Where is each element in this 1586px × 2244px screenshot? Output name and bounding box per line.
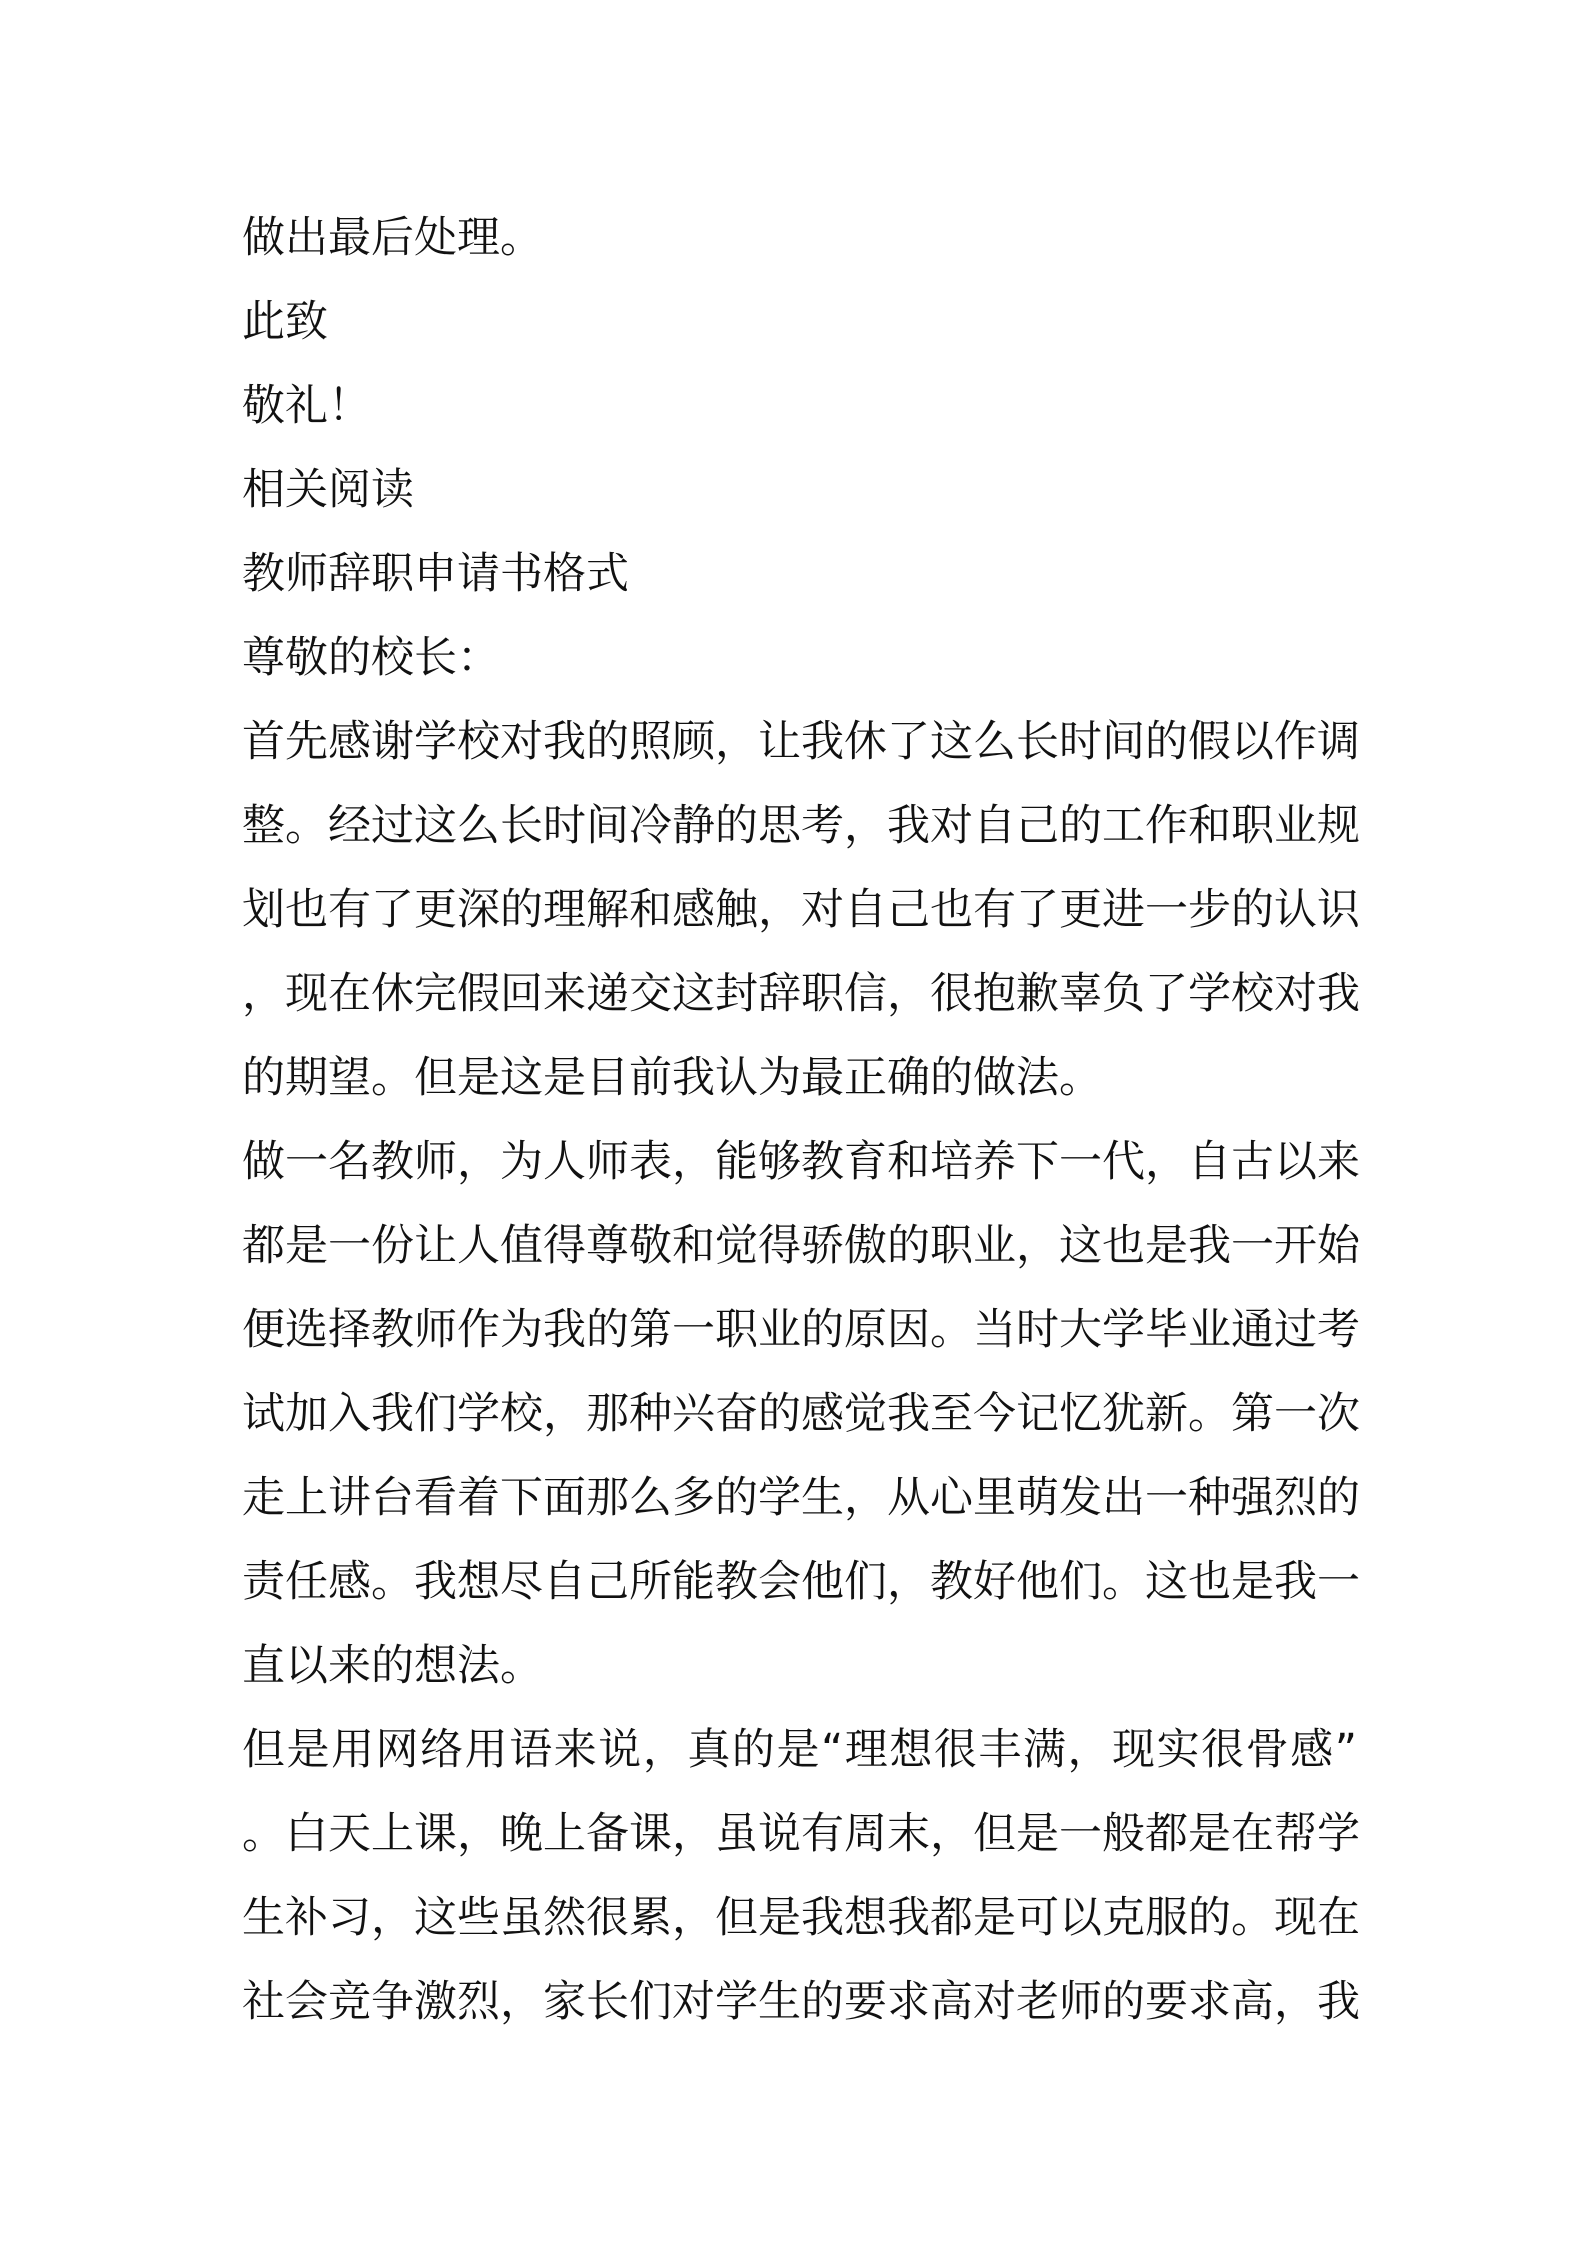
paragraph-line: 整。经过这么长时间冷静的思考，我对自己的工作和职业规	[242, 801, 1360, 851]
paragraph-line: 走上讲台看着下面那么多的学生，从心里萌发出一种强烈的	[242, 1473, 1360, 1523]
paragraph-line: 都是一份让人值得尊敬和觉得骄傲的职业，这也是我一开始	[242, 1221, 1360, 1271]
closing-line: 做出最后处理。	[242, 213, 543, 263]
document-body	[242, 196, 1360, 2044]
paragraph-line: 做一名教师，为人师表，能够教育和培养下一代，自古以来	[242, 1137, 1360, 1187]
paragraph-line: 责任感。我想尽自己所能教会他们，教好他们。这也是我一	[242, 1557, 1360, 1607]
paragraph-line: 的期望。但是这是目前我认为最正确的做法。	[242, 1053, 1102, 1103]
paragraph-line: 直以来的想法。	[242, 1641, 543, 1691]
paragraph-line: 。白天上课，晚上备课，虽说有周末，但是一般都是在帮学	[242, 1809, 1360, 1859]
related-reading-heading: 相关阅读	[242, 465, 414, 515]
paragraph-line: ，现在休完假回来递交这封辞职信，很抱歉辜负了学校对我	[242, 969, 1360, 1019]
closing-cizhi: 此致	[242, 297, 328, 347]
paragraph-line: 生补习，这些虽然很累，但是我想我都是可以克服的。现在	[242, 1893, 1360, 1943]
paragraph-line: 便选择教师作为我的第一职业的原因。当时大学毕业通过考	[242, 1305, 1360, 1355]
paragraph-line: 但是用网络用语来说，真的是“理想很丰满，现实很骨感”	[242, 1725, 1357, 1775]
salutation: 尊敬的校长：	[242, 633, 500, 683]
paragraph-line: 试加入我们学校，那种兴奋的感觉我至今记忆犹新。第一次	[242, 1389, 1360, 1439]
paragraph-line: 划也有了更深的理解和感触，对自己也有了更进一步的认识	[242, 885, 1360, 935]
closing-jingli: 敬礼！	[242, 381, 371, 431]
paragraph-line: 首先感谢学校对我的照顾，让我休了这么长时间的假以作调	[242, 717, 1360, 767]
paragraph-line: 社会竞争激烈，家长们对学生的要求高对老师的要求高，我	[242, 1977, 1360, 2027]
article-title: 教师辞职申请书格式	[242, 549, 629, 599]
